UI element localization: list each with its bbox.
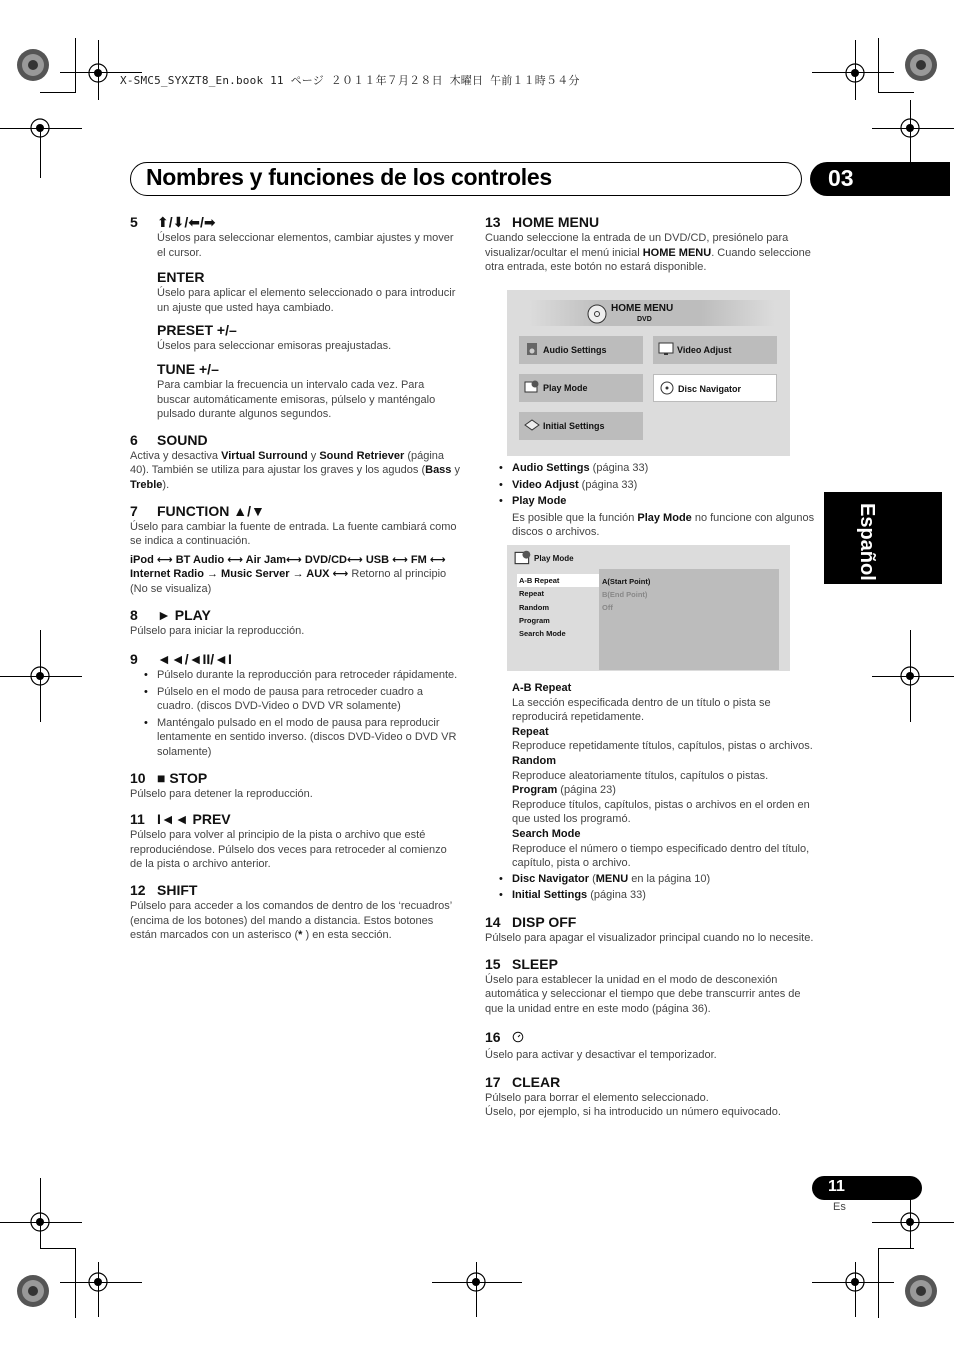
section-17-heading: 17 CLEAR xyxy=(485,1073,561,1090)
list-item: • Play Mode xyxy=(512,494,820,509)
menu-item-program[interactable]: Program xyxy=(519,615,550,625)
list-item: • Initial Settings (página 33) xyxy=(512,888,820,903)
home-menu-options-list xyxy=(485,461,820,509)
section-17-desc-2: Úselo, por ejemplo, si ha introducido un número equivocado. xyxy=(485,1106,781,1119)
registration-target-icon xyxy=(842,1269,868,1295)
disc-navigator-button[interactable]: Disc Navigator xyxy=(653,374,777,402)
audio-settings-button[interactable]: Audio Settings xyxy=(519,336,643,364)
section-17-desc-1: Púlselo para borrar el elemento seleccionado. xyxy=(485,1091,709,1104)
page-title: Nombres y funciones de los controles xyxy=(146,164,552,190)
language-tab-label: Español xyxy=(856,503,878,581)
video-adjust-button[interactable]: Video Adjust xyxy=(653,336,777,364)
section-15-desc: Úselo para establecer la unidad en el modo de desconexión automática y seleccionar el tiempo que debe transcurrir antes de que la unidad entre en este modo (página 36). xyxy=(485,973,801,1015)
section-14-desc: Púlselo para apagar el visualizador principal cuando no lo necesite. xyxy=(485,931,814,944)
section-11-desc: Púlselo para volver al principio de la pista o archivo que esté reproduciéndose. Púlselo dos veces para retroceder al comienzo de la pista o archivo anterior. xyxy=(130,829,447,871)
registration-target-icon xyxy=(85,1269,111,1295)
more-options-list xyxy=(485,872,820,903)
right-column-bullets xyxy=(485,461,820,540)
play-mode-screen xyxy=(507,545,790,671)
enter-heading: ENTER xyxy=(157,269,205,286)
menu-item-repeat[interactable]: Repeat xyxy=(519,589,545,599)
section-13-heading: 13 HOME MENU xyxy=(485,214,600,230)
section-14-heading: 14 DISP OFF xyxy=(485,913,577,930)
list-item: • Púlselo durante la reproducción para retroceder rápidamente. xyxy=(157,668,460,683)
section-7-desc: Úselo para cambiar la fuente de entrada. La fuente cambiará como se indica a continuación. xyxy=(130,520,457,548)
section-13-desc: Cuando seleccione la entrada de un DVD/CD, presiónelo para visualizar/ocultar el menú inicial HOME MENU. Cuando seleccione otra entrada, este botón no estará disponible. xyxy=(485,232,811,274)
home-menu-title: HOME MENU xyxy=(611,303,674,314)
section-9-list xyxy=(130,668,460,760)
settings-icon xyxy=(524,417,540,433)
list-item: • Video Adjust (página 33) xyxy=(512,478,820,493)
program-heading: Program (página 23) xyxy=(512,784,616,797)
play-mode-button[interactable]: Play Mode xyxy=(519,374,643,402)
timer-icon xyxy=(512,1031,524,1043)
section-6-desc: Activa y desactiva Virtual Surround y Sound Retriever (página 40). También se utiliza para ajustar los graves y los agudos (Bass y Treble). xyxy=(130,449,460,491)
preset-desc: Úselos para seleccionar emisoras preajustadas. xyxy=(157,340,392,353)
section-16-heading: 16 xyxy=(485,1028,820,1046)
page-number-badge xyxy=(812,1176,922,1200)
ab-value: Off xyxy=(602,603,613,612)
ab-value: B(End Point) xyxy=(602,590,648,599)
program-desc: Reproduce títulos, capítulos, pistas o archivos en el orden en que usted los programó. xyxy=(512,798,810,826)
section-6-heading: 6 SOUND xyxy=(130,431,208,448)
color-wheel-icon xyxy=(16,1274,50,1308)
home-menu-screen xyxy=(507,290,790,456)
list-item: • Púlselo en el modo de pausa para retroceder cuadro a cuadro. (discos DVD-Video o DVD VR solamente) xyxy=(157,685,460,714)
registration-target-icon xyxy=(897,115,923,141)
language-tab xyxy=(824,492,942,584)
section-8-heading: 8 ► PLAY xyxy=(130,606,211,623)
monitor-icon xyxy=(658,341,674,357)
section-15-heading: 15 SLEEP xyxy=(485,955,558,972)
ab-repeat-desc: La sección especificada dentro de un título o pista se reproducirá repetidamente. xyxy=(512,696,771,724)
disc-navigator-icon xyxy=(659,380,675,396)
registration-target-icon xyxy=(463,1269,489,1295)
registration-target-icon xyxy=(897,663,923,689)
repeat-desc: Reproduce repetidamente títulos, capítulos, pistas o archivos. xyxy=(512,740,813,753)
section-7-heading: 7 FUNCTION ▲/▼ xyxy=(130,502,265,519)
chapter-badge xyxy=(810,162,950,196)
play-mode-icon xyxy=(514,549,532,567)
search-mode-desc: Reproduce el número o tiempo especificado dentro del título, capítulo, pista o archivo. xyxy=(512,842,810,870)
right-column-top xyxy=(485,213,820,275)
home-menu-subtitle: DVD xyxy=(637,316,652,323)
registration-target-icon xyxy=(897,1209,923,1235)
repeat-heading: Repeat xyxy=(512,725,549,738)
menu-item-random[interactable]: Random xyxy=(519,602,549,612)
right-column-bottom xyxy=(485,681,820,1120)
tune-heading: TUNE +/– xyxy=(157,360,219,377)
registration-target-icon xyxy=(27,115,53,141)
arrow-keys-icon: ⬆/⬇/⬅/➡ xyxy=(157,214,216,230)
section-5-desc: Úselos para seleccionar elementos, cambiar ajustes y mover el cursor. xyxy=(157,232,454,259)
section-16-desc: Úselo para activar y desactivar el temporizador. xyxy=(485,1049,717,1062)
list-item: • Manténgalo pulsado en el modo de pausa para reproducir lentamente en sentido inverso. (discos DVD-Video o DVD VR solamente) xyxy=(157,716,460,760)
play-mode-values-panel xyxy=(599,569,779,670)
tune-desc: Para cambiar la frecuencia un intervalo cada vez. Para buscar automáticamente emisoras, púlselo y manténgalo pulsado durante algunos segundos. xyxy=(157,378,436,421)
speaker-icon xyxy=(524,341,540,357)
section-5-heading: 5 ⬆/⬇/⬅/➡ xyxy=(130,214,216,230)
section-12-desc: Púlselo para acceder a los comandos de dentro de los ‘recuadros’ (encima de los botones) del mando a distancia. Estos botones están marcados con un asterisco (* ) en esta sección. xyxy=(130,900,452,942)
section-8-desc: Púlselo para iniciar la reproducción. xyxy=(130,624,305,637)
random-heading: Random xyxy=(512,754,556,767)
color-wheel-icon xyxy=(16,48,50,82)
section-10-desc: Púlselo para detener la reproducción. xyxy=(130,787,313,800)
page-language: Es xyxy=(833,1201,846,1213)
enter-desc: Úselo para aplicar el elemento seleccionado o para introducir un ajuste que usted haya cambiado. xyxy=(157,287,456,314)
list-item: • Audio Settings (página 33) xyxy=(512,461,820,476)
play-mode-icon xyxy=(524,379,540,395)
list-item: • Disc Navigator (MENU en la página 10) xyxy=(512,872,820,887)
menu-item-search-mode[interactable]: Search Mode xyxy=(519,629,566,639)
registration-target-icon xyxy=(27,1209,53,1235)
section-11-heading: 11 I◄◄ PREV xyxy=(130,811,231,828)
left-column xyxy=(130,213,460,943)
play-mode-note: Es posible que la función Play Mode no funcione con algunos discos o archivos. xyxy=(512,511,815,539)
color-wheel-icon xyxy=(904,48,938,82)
page-number: 11 xyxy=(828,1178,845,1195)
section-12-heading: 12 SHIFT xyxy=(130,882,198,899)
ab-value: A(Start Point) xyxy=(602,577,651,586)
search-mode-heading: Search Mode xyxy=(512,827,581,840)
function-sequence: iPod ⟷ BT Audio ⟷ Air Jam⟷ DVD/CD⟷ USB ⟷ FM ⟷ Internet Radio → Music Server → AUX ⟷ Retorno al principio (No se visualiza) xyxy=(130,553,447,595)
preset-heading: PRESET +/– xyxy=(157,322,237,339)
section-9-heading: 9 ◄◄/◄II/◄I xyxy=(130,651,232,668)
print-header: X-SMC5_SYXZT8_En.book 11 ページ ２０１１年７月２８日 木曜日 午前１１時５４分 xyxy=(120,74,580,87)
ab-repeat-heading: A-B Repeat xyxy=(512,682,572,694)
registration-target-icon xyxy=(85,60,111,86)
section-10-heading: 10 ■ STOP xyxy=(130,769,208,786)
registration-target-icon xyxy=(842,60,868,86)
registration-target-icon xyxy=(27,663,53,689)
menu-item-ab-repeat[interactable]: A-B Repeat xyxy=(517,574,599,587)
play-mode-title: Play Mode xyxy=(534,554,574,563)
play-mode-menu xyxy=(517,574,599,640)
random-desc: Reproduce aleatoriamente títulos, capítulos o pistas. xyxy=(512,769,769,782)
chapter-number: 03 xyxy=(828,165,854,191)
color-wheel-icon xyxy=(904,1274,938,1308)
disc-icon xyxy=(587,304,607,324)
initial-settings-button[interactable]: Initial Settings xyxy=(519,412,643,440)
